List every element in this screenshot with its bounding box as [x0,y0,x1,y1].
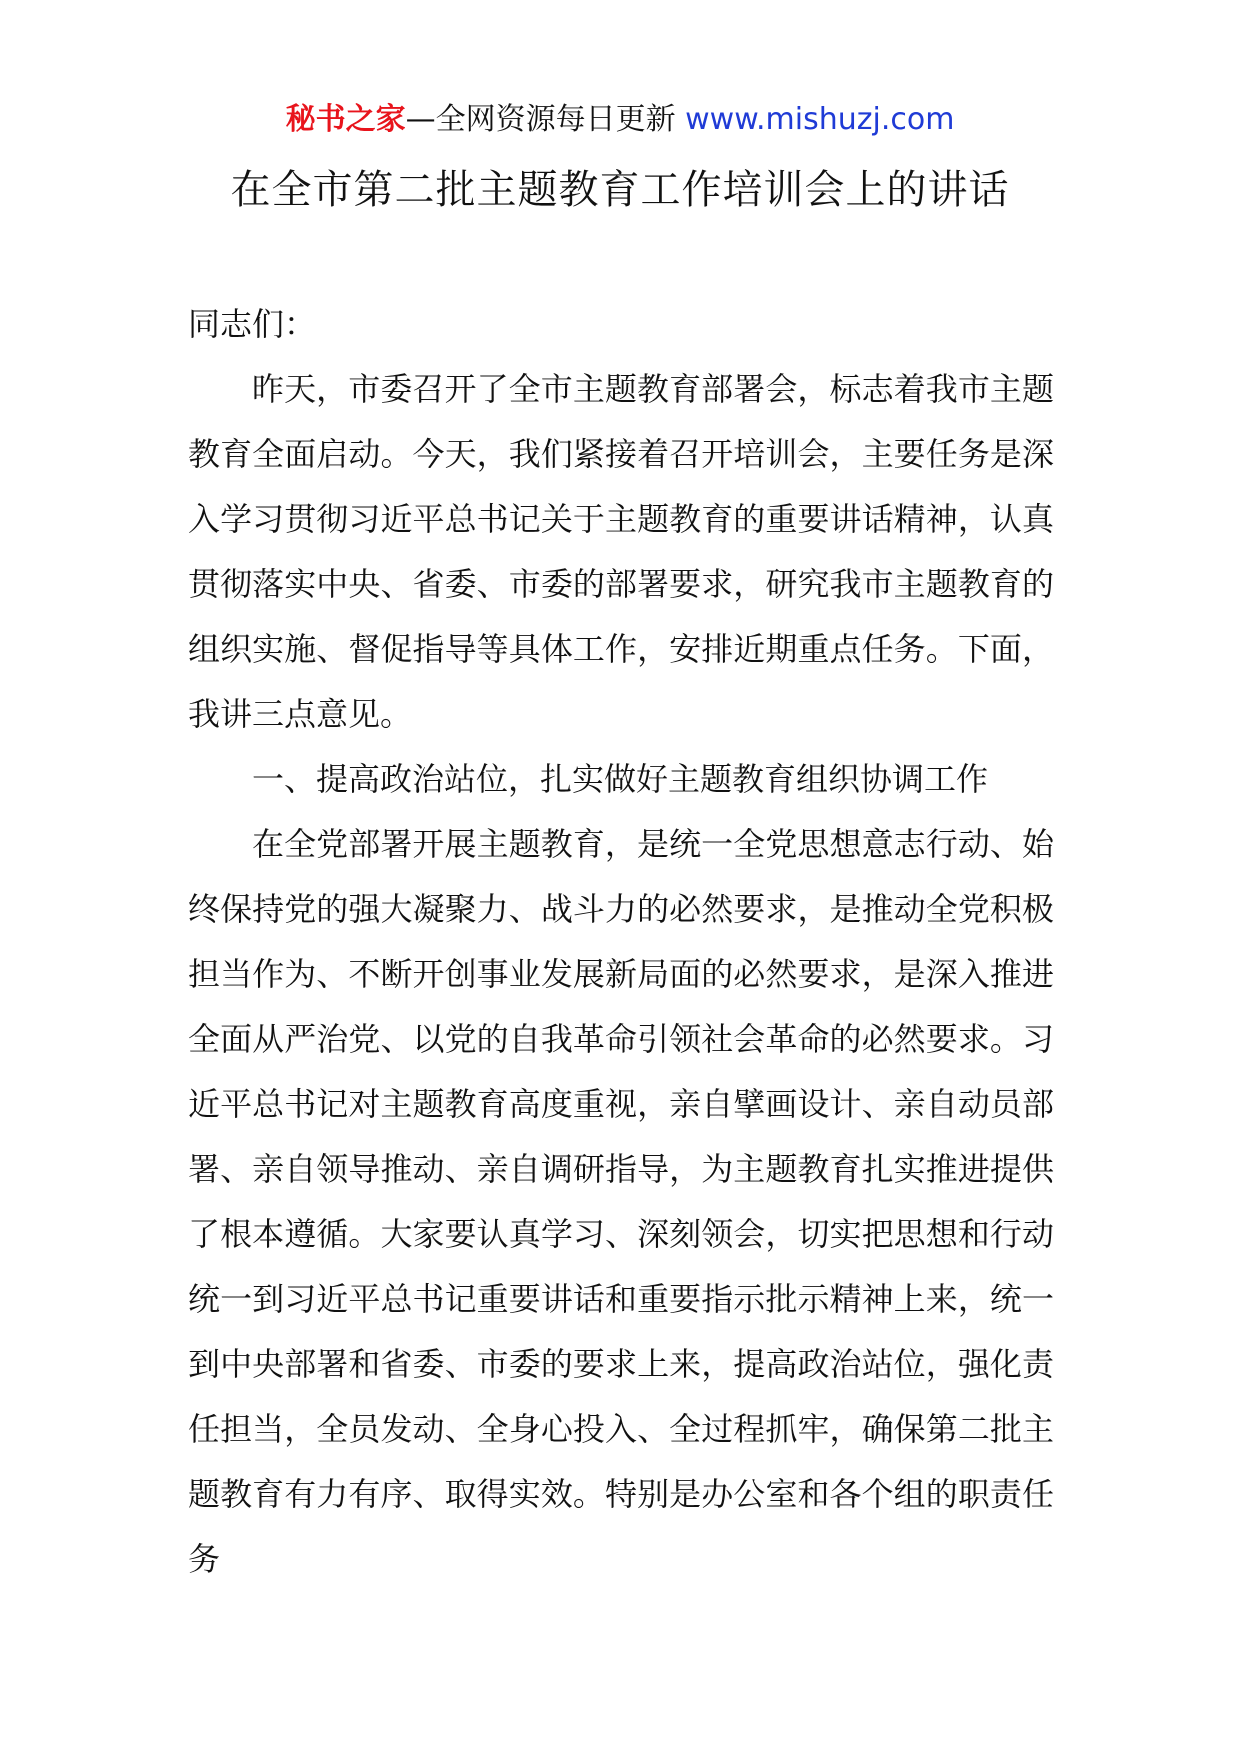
site-watermark [0,100,1240,140]
site-url[interactable]: www.mishuzj.com [685,102,955,137]
section-heading: 一、提高政治站位，扎实做好主题教育组织协调工作 [252,760,989,798]
document-body [188,292,1054,1592]
paragraph-intro: 昨天，市委召开了全市主题教育部署会，标志着我市主题教育全面启动。今天，我们紧接着召开培训会，主要任务是深入学习贯彻习近平总书记关于主题教育的重要讲话精神，认真贯彻落实中央、省委、市委的部署要求，研究我市主题教育的组织实施、督促指导等具体工作，安排近期重点任务。下面，我讲三点意见。 [188,370,1054,733]
brand-name: 秘书之家 [285,102,406,137]
paragraph-section-1: 在全党部署开展主题教育，是统一全党思想意志行动、始终保持党的强大凝聚力、战斗力的必然要求，是推动全党积极担当作为、不断开创事业发展新局面的必然要求，是深入推进全面从严治党、以党的自我革命引领社会革命的必然要求。习近平总书记对主题教育高度重视，亲自擘画设计、亲自动员部署、亲自领导推动、亲自调研指导，为主题教育扎实推进提供了根本遵循。大家要认真学习、深刻领会，切实把思想和行动统一到习近平总书记重要讲话和重要指示批示精神上来，统一到中央部署和省委、市委的要求上来，提高政治站位，强化责任担当，全员发动、全身心投入、全过程抓牢，确保第二批主题教育有力有序、取得实效。特别是办公室和各个组的职责任务 [188,825,1054,1578]
document-title: 在全市第二批主题教育工作培训会上的讲话 [230,167,1010,213]
watermark-tagline: —全网资源每日更新 [405,102,686,137]
salutation: 同志们： [188,305,317,343]
